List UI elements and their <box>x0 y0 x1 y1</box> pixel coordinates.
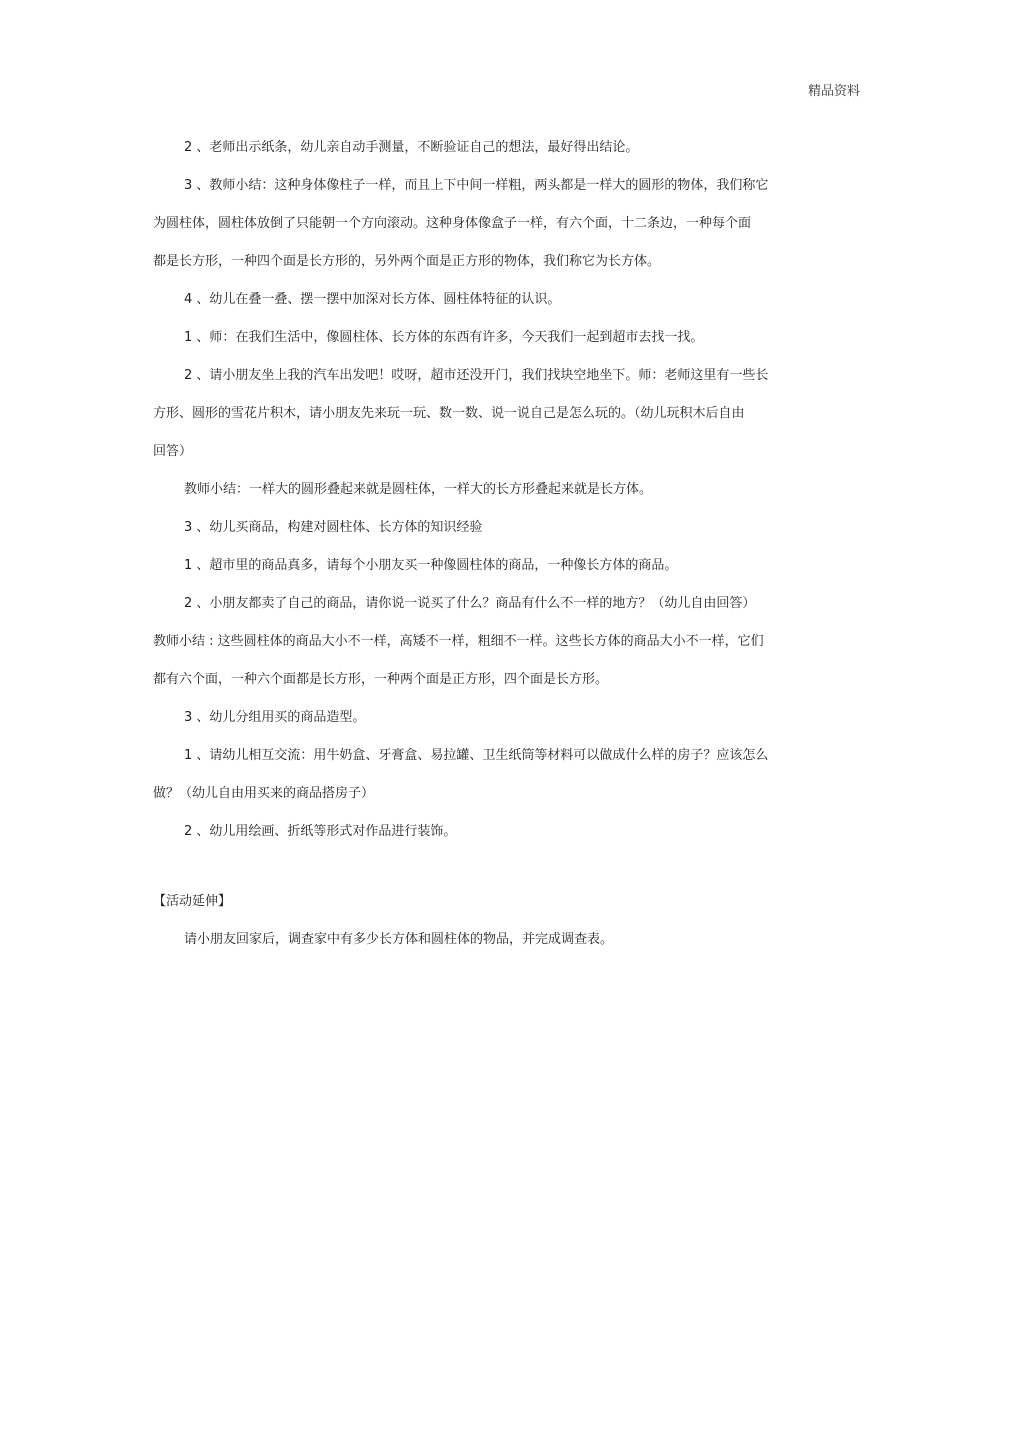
paragraph-line: 2 、小朋友都卖了自己的商品，请你说一说买了什么？商品有什么不一样的地方？（幼儿自由回答） <box>184 596 756 611</box>
paragraph-line: 3 、幼儿买商品，构建对圆柱体、长方体的知识经验 <box>184 520 483 535</box>
paragraph-line: 教师小结：一样大的圆形叠起来就是圆柱体，一样大的长方形叠起来就是长方体。 <box>184 482 653 497</box>
extension-paragraph: 请小朋友回家后，调查家中有多少长方体和圆柱体的物品，并完成调查表。 <box>184 932 614 947</box>
paragraph-line: 2 、请小朋友坐上我的汽车出发吧！哎呀，超市还没开门，我们找块空地坐下。师：老师这里有一些长 <box>184 368 769 383</box>
paragraph-line: 2 、老师出示纸条，幼儿亲自动手测量，不断验证自己的想法，最好得出结论。 <box>184 140 639 155</box>
document-body <box>153 129 773 851</box>
paragraph-line: 2 、幼儿用绘画、折纸等形式对作品进行装饰。 <box>184 824 457 839</box>
paragraph-line: 都有六个面，一种六个面都是长方形，一种两个面是正方形，四个面是长方形。 <box>153 672 609 687</box>
paragraph-line: 4 、幼儿在叠一叠、摆一摆中加深对长方体、圆柱体特征的认识。 <box>184 292 561 307</box>
header-note: 精品资料 <box>808 84 861 99</box>
paragraph-line: 1 、超市里的商品真多，请每个小朋友买一种像圆柱体的商品，一种像长方体的商品。 <box>184 558 678 573</box>
paragraph-line: 3 、幼儿分组用买的商品造型。 <box>184 710 366 725</box>
paragraph-line: 教师小结 : 这些圆柱体的商品大小不一样，高矮不一样，粗细不一样。这些长方体的商品大小不一样，它们 <box>153 634 764 649</box>
paragraph-line: 1 、请幼儿相互交流：用牛奶盒、牙膏盒、易拉罐、卫生纸筒等材料可以做成什么样的房子？应该怎么 <box>184 748 769 763</box>
paragraph-line: 3 、教师小结：这种身体像柱子一样，而且上下中间一样粗，两头都是一样大的圆形的物体，我们称它 <box>184 178 769 193</box>
paragraph-line: 做？（幼儿自由用买来的商品搭房子） <box>153 786 375 801</box>
paragraph-line: 为圆柱体，圆柱体放倒了只能朝一个方向滚动。这种身体像盒子一样，有六个面，十二条边，一种每个面 <box>153 216 752 231</box>
paragraph-line: 1 、师：在我们生活中，像圆柱体、长方体的东西有许多，今天我们一起到超市去找一找。 <box>184 330 704 345</box>
paragraph-line: 方形、圆形的雪花片积木，请小朋友先来玩一玩、数一数、说一说自己是怎么玩的。（幼儿玩积木后自由 <box>153 406 745 421</box>
paragraph-line: 都是长方形，一种四个面是长方形的，另外两个面是正方形的物体，我们称它为长方体。 <box>153 254 661 269</box>
paragraph-line: 回答） <box>153 444 193 459</box>
section-heading-activity-extension: 【活动延伸】 <box>153 894 232 909</box>
